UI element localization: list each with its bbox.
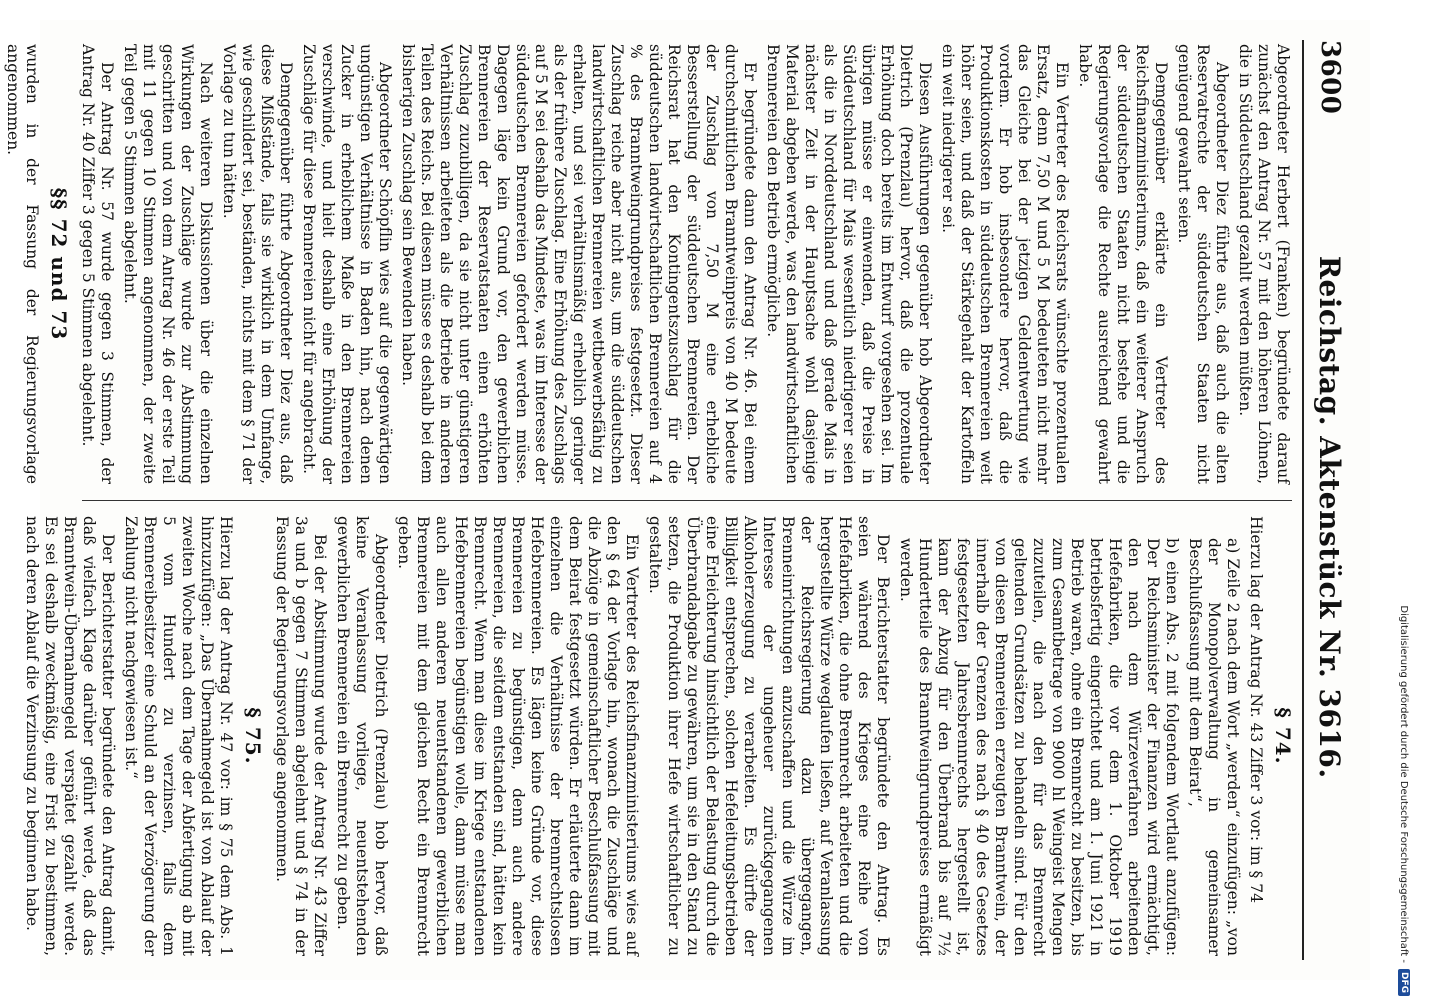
paragraph: Abgeordneter Dietrich (Prenzlau) hob hervor, daß keine Veranlassung vorliege, neuentstehenden gewerblichen Brennereien ein Brennrecht zu geben. — [334, 516, 390, 956]
list-item: a) Zeile 2 nach dem Wort „werden“ einzufügen: „von der Monopolverwaltung in gemeinsamer Beschlußfassung mit dem Beirat“, — [1186, 538, 1242, 956]
paragraph: Ein Vertreter des Reichsfinanzministeriums wies auf den § 64 der Vorlage hin, wonach die Zuschläge und die Abzüge in gemeinschaftlicher Beschlußfassung mit dem Beirat festgesetzt würden. Er erläuterte dann im einzelnen die Verhältnisse der brennrechtslosen Hefebrennereien. Es lägen keine Gründe vor, diese Brennereien zu begünstigen, denn auch andere Brennereien, die seitdem entstanden sind, hätten kein Brennrecht. Wenn man diese im Kriege entstandenen Hefebrennereien begünstigen wolle, dann müsse man auch allen anderen neuentstandenen gewerblichen Brennereien mit dem gleichen Recht ein Brennrecht geben. — [395, 516, 641, 956]
paragraph: Nach weiteren Diskussionen über die einzelnen Wirkungen der Zuschläge wurde zur Abstimmung geschritten und von dem Antrag Nr. 46 der erste Teil mit 11 gegen 10 Stimmen angenommen, der zweite Teil gegen 5 Stimmen abgelehnt. — [121, 44, 215, 484]
section-heading: § 75. — [241, 707, 265, 765]
header-rule — [1302, 40, 1304, 960]
dfg-logo: DFG — [1398, 969, 1410, 996]
paragraph: Abgeordneter Herbert (Franken) begründete darauf zunächst den Antrag Nr. 57 mit den höheren Löhnen, die in Süddeutschland gezahlt werden müßten. — [1236, 44, 1292, 484]
paragraph: Diesen Ausführungen gegenüber hob Abgeordneter Dietrich (Prenzlau) hervor, daß die prozentuale Erhöhung doch bereits im Entwurf vorgesehen sei. Im übrigen müsse er einwenden, daß die Preise in Süddeutschland für Mais wesentlich niedrigerer seien als die in Norddeutschland und daß gerade Mais in nächster Zeit in der Hauptsache wohl dasjenige Material abgeben werde, was den landwirtschaftlichen Brennereien den Betrieb ermögliche. — [764, 44, 934, 484]
paragraph: Der Antrag Nr. 57 wurde gegen 3 Stimmen, der Antrag Nr. 40 Ziffer 3 gegen 5 Stimmen abgelehnt. — [79, 44, 116, 484]
paragraph: Demgegenüber führte Abgeordneter Diez aus, daß diese Mißstände, falls sie wirklich in dem Umfange, wie geschildert sei, beständen, nichts mit dem § 71 der Vorlage zu tun hätten. — [220, 44, 295, 484]
digitization-credit — [1392, 6, 1416, 996]
document-page — [4, 20, 1370, 980]
paragraph: Demgegenüber erklärte ein Vertreter des Reichsfinanzministeriums, daß ein weiterer Anspruch der süddeutschen Staaten nicht bestehe und die Regierungsvorlage die Rechte ausreichend gewahrt habe. — [1076, 44, 1170, 484]
left-column — [0, 44, 1292, 484]
paragraph: Hierzu lag der Antrag Nr. 47 vor: im § 75 dem Abs. 1 hinzuzufügen: „Das Übernahmegeld ist von Ablauf der zweiten Woche nach dem Tage der Abfertigung ab mit 5 vom Hundert zu verzinsen, falls dem Brennereibesitzer eine Schuld an der Verzögerung der Zahlung nicht nachgewiesen ist.“ — [122, 516, 235, 956]
paragraph: Der Berichterstatter begründete den Antrag damit, daß vielfach Klage darüber geführt werde, daß das Branntwein-Übernahmegeld verspätet gezahlt werde. Es sei deshalb zweckmäßig, eine Frist zu bestimmen, nach deren Ablauf die Verzinsung zu beginnen habe. — [23, 516, 117, 956]
paragraph: Der Berichterstatter begründete den Antrag. Es seien während des Krieges eine Reihe von Hefefabriken, die ohne Brennrecht arbeiteten und die hergestellte Würze weglaufen ließen, auf Veranlassung der Reichsregierung dazu übergegangen, Brenneinrichtungen anzuschaffen und die Würze im Interesse der ungeheuer zurückgegangenen Alkoholerzeugung zu verarbeiten. Es dürfte der Billigkeit entsprechen, solchen Hefeleitungsbetrieben eine Erleichterung hinsichtlich der Belastung durch die Überbrandabgabe zu gewähren, um sie in den Stand zu setzen, die Produktion ihrer Hefe wirtschaftlicher zu gestalten. — [646, 516, 892, 956]
paragraph: Er begründete dann den Antrag Nr. 46. Bei einem durchschnittlichen Branntweinpreis von 40 M bedeute der Zuschlag von 7,50 M eine erhebliche Besserstellung der süddeutschen Brennereien. Der Reichsrat hat den Kontingentszuschlag für die süddeutschen landwirtschaftlichen Brennereien auf 4 % des Branntweingrundpreises festgesetzt. Dieser Zuschlag reiche aber nicht aus, um die süddeutschen landwirtschaftlichen Brennereien wettbewerbsfähig zu erhalten, und sei verhältnismäßig erheblich geringer als der frühere Zuschlag. Eine Erhöhung des Zuschlags auf 5 M sei deshalb das Mindeste, was im Interesse der süddeutschen Brennereien gefordert werden müsse. Dagegen läge kein Grund vor, den gewerblichen Brennereien der Reservatstaaten einen erhöhten Zuschlag zuzubilligen, da sie nicht unter günstigeren Verhältnissen arbeiteten als die Betriebe in anderen Teilen des Reichs. Bei diesen müsse es deshalb bei dem bisherigen Zuschlag sein Bewenden haben. — [399, 44, 759, 484]
right-column — [18, 516, 1295, 956]
credit-text: Digitalisierung gefördert durch die Deutsche Forschungsgemeinschaft - — [1398, 605, 1410, 963]
page-title: Reichstag. Aktenstück Nr. 3616. — [1313, 255, 1347, 779]
list-item: b) einen Abs. 2 mit folgendem Wortlaut anzufügen: Der Reichsminister der Finanzen wird ermächtigt, den nach dem Würzeverfahren arbeitenden Hefefabriken, die vor dem 1. Oktober 1919 betriebsfertig eingerichtet und am 1. Juni 1921 in Betrieb waren, ohne ein Brennrecht zu besitzen, bis zum Gesamtbetrage von 9000 hl Weingeist Mengen zuzuteilen, die nach den für das Brennrecht geltenden Grundsätzen zu behandeln sind. Für den von diesen Brennereien erzeugten Branntwein, der innerhalb der Grenzen des nach § 40 des Gesetzes festgesetzten Jahresbrennrechts hergestellt ist, kann der Abzug für den Überbrand bis auf 7½ Hundertteile des Branntweingrundpreises ermäßigt werden. — [897, 538, 1181, 956]
paragraph: Hierzu lag der Antrag Nr. 43 Ziffer 3 vor: im § 74 — [1247, 516, 1265, 903]
paragraph: wurden in der Fassung der Regierungsvorlage angenommen. — [4, 44, 41, 484]
paragraph: Abgeordneter Diez führte aus, daß auch die alten Reservatrechte der süddeutschen Staaten nicht genügend gewahrt seien. — [1175, 44, 1231, 484]
section-heading: § 74. — [1271, 707, 1295, 765]
paragraph: Bei der Abstimmung wurde der Antrag Nr. 43 Ziffer 3a und b gegen 7 Stimmen abgelehnt und § 74 in der Fassung der Regierungsvorlage angenommen. — [273, 516, 329, 956]
paragraph: Abgeordneter Schöpflin wies auf die gegenwärtigen ungünstigen Verhältnisse in Baden hin, nach denen Zucker in erheblichem Maße in den Brennereien verschwinde, und hielt deshalb eine Erhöhung der Zuschläge für diese Brennereien nicht für angebracht. — [300, 44, 394, 484]
paragraph: Ein Vertreter des Reichsrats wünschte prozentualen Ersatz, denn 7,50 M und 5 M bedeuteten nicht mehr das Gleiche bei der jetzigen Geldentwertung wie vordem. Er hob insbesondere hervor, daß die Produktionskosten in süddeutschen Brennereien weit höher seien, und daß der Stärkegehalt der Kartoffeln ein weit niedrigerer sei. — [939, 44, 1071, 484]
page-header — [1308, 40, 1352, 960]
page-number: 3600 — [1315, 40, 1345, 115]
section-heading: §§ 72 und 73 — [47, 187, 71, 341]
column-divider — [82, 500, 1292, 501]
